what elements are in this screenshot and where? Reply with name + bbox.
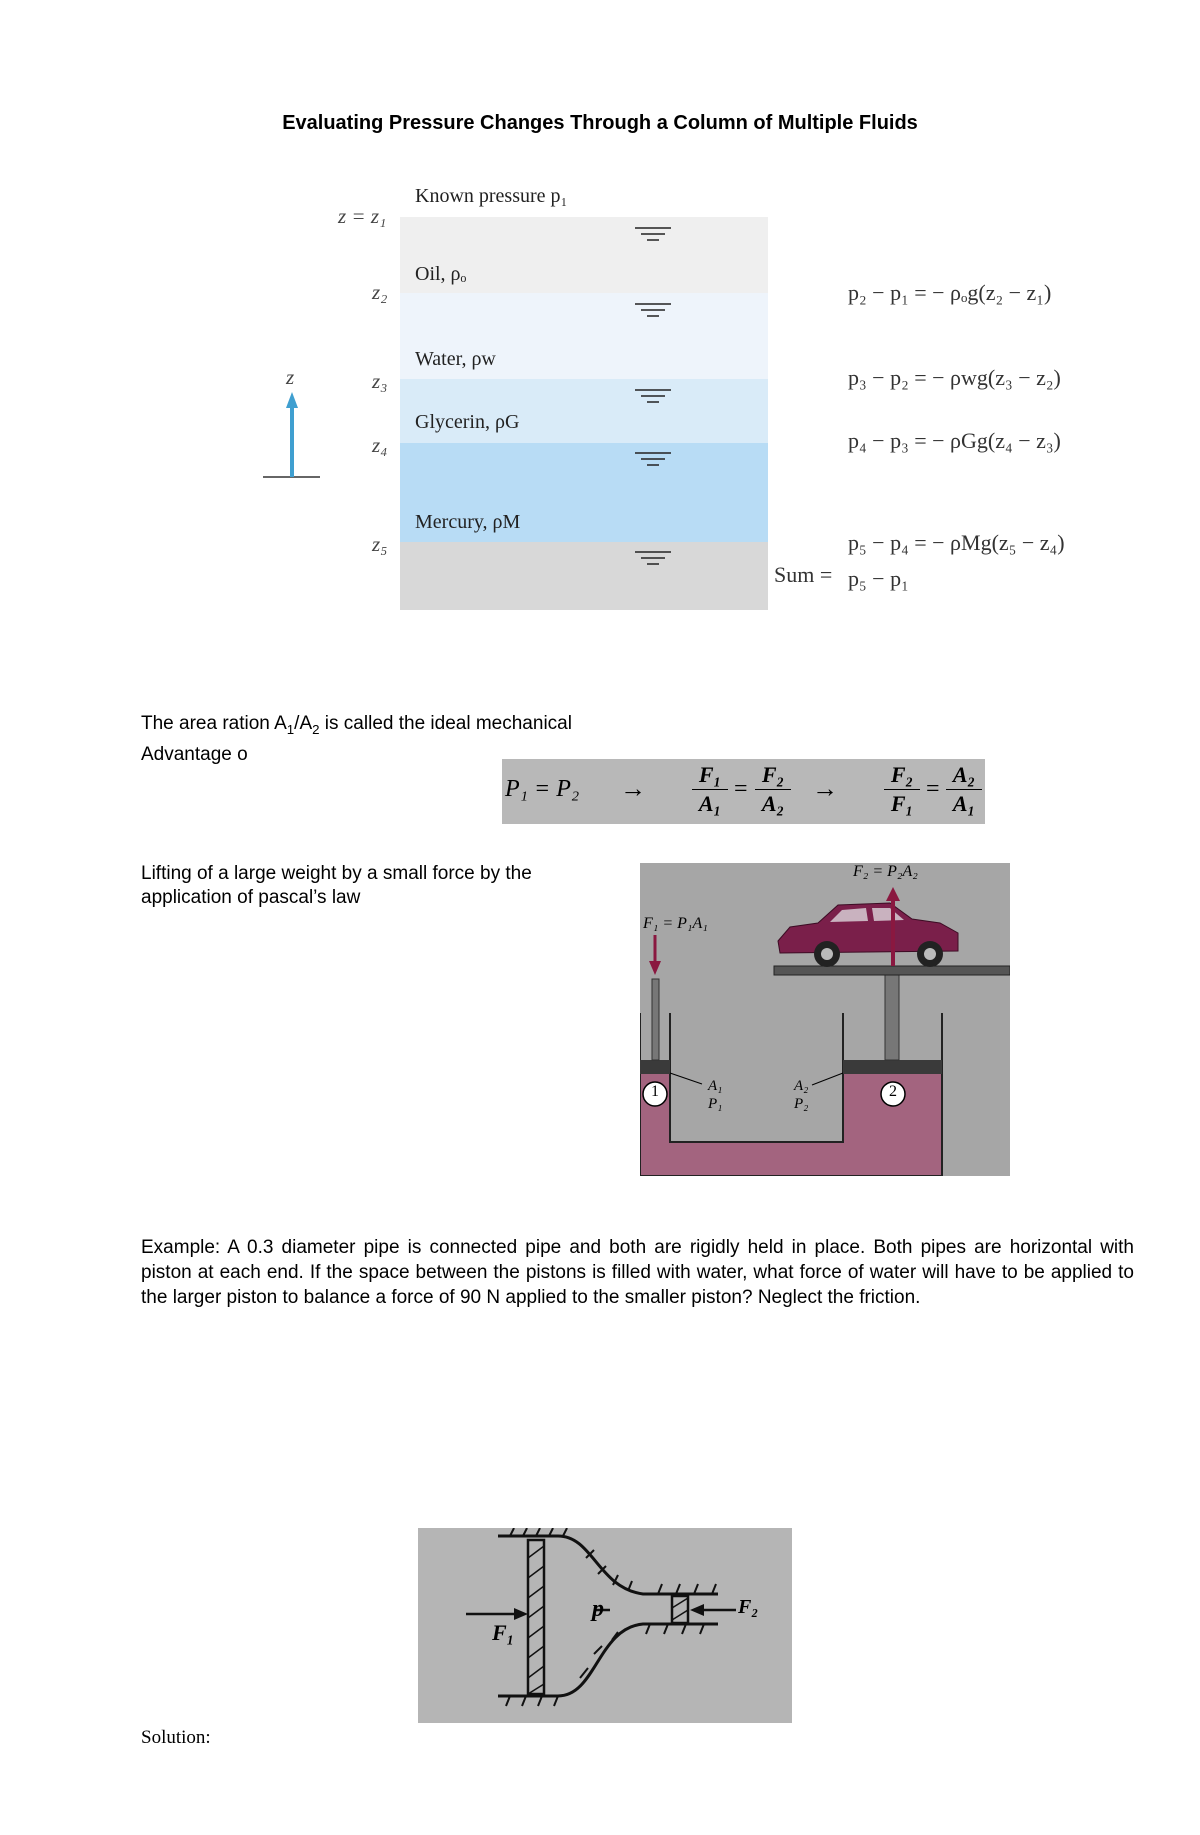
known-pressure-label: Known pressure p₁ bbox=[415, 185, 568, 207]
large-piston-rod bbox=[885, 973, 899, 1060]
equation-3: p₄ − p₃ = − ρGg(z₄ − z₃) bbox=[848, 428, 1061, 453]
formula-p1-p2: P₁ = P₂ bbox=[505, 776, 580, 802]
f1-arrowhead bbox=[649, 961, 661, 975]
pipe-piston-figure bbox=[418, 1528, 792, 1723]
z-axis-arrowhead bbox=[286, 392, 298, 408]
equation-4: p₅ − p₄ = − ρMg(z₅ − z₄) bbox=[848, 530, 1065, 555]
small-piston bbox=[640, 1060, 670, 1074]
z-axis-label: z bbox=[286, 365, 295, 389]
surface-symbol-3 bbox=[635, 390, 671, 402]
fluid-column-figure bbox=[0, 0, 1200, 640]
f2-arrowhead bbox=[690, 1604, 704, 1616]
formula-arrow-1: → bbox=[620, 774, 646, 803]
page-title: Evaluating Pressure Changes Through a Column of Multiple Fluids bbox=[282, 112, 918, 134]
formula-f2: F₂ bbox=[761, 762, 785, 787]
formula-f1: F₁ bbox=[698, 762, 722, 787]
f1-label: F₁ = P₁A₁ bbox=[643, 915, 708, 932]
formula-a2: A₂ bbox=[761, 791, 785, 816]
circle-1-label: 1 bbox=[651, 1083, 659, 1100]
f1-arrowhead bbox=[514, 1608, 528, 1620]
water-label: Water, ρw bbox=[415, 348, 496, 370]
a2-label: A₂ bbox=[794, 1078, 809, 1094]
z3-label: z₃ bbox=[372, 369, 388, 393]
lift-platform bbox=[774, 966, 1010, 975]
formula-a1: A₁ bbox=[698, 791, 722, 816]
p2-label: P₂ bbox=[794, 1096, 809, 1112]
small-piston-rod bbox=[652, 979, 659, 1060]
formula-f2b: F₂ bbox=[890, 762, 914, 787]
f2-label: F₂ = P₂A₂ bbox=[853, 863, 918, 880]
glycerin-label: Glycerin, ρG bbox=[415, 411, 520, 433]
sum-label: Sum = bbox=[774, 562, 833, 587]
area-ratio-line-2: Advantage o bbox=[141, 743, 248, 765]
area-ratio-part-3: is called the ideal mechanical bbox=[319, 713, 572, 734]
f1-label: F₁ bbox=[492, 1620, 515, 1645]
f2-label: F₂ bbox=[738, 1596, 759, 1618]
fraction-bar bbox=[692, 789, 728, 790]
pressure-label: p bbox=[592, 1596, 604, 1622]
formula-fraction-f2-a2 bbox=[755, 762, 791, 817]
z5-label: z₅ bbox=[372, 532, 388, 556]
surface-symbol-4 bbox=[635, 453, 671, 465]
fraction-bar bbox=[884, 789, 920, 790]
hydraulic-lift-drawing bbox=[640, 863, 1010, 1176]
z1-label: z = z₁ bbox=[338, 204, 387, 228]
solution-label: Solution: bbox=[141, 1727, 211, 1748]
formula-arrow-2: → bbox=[812, 774, 838, 803]
z2-label: z₂ bbox=[372, 280, 388, 304]
formula-fraction-f2-f1 bbox=[884, 762, 920, 817]
surface-symbol-5 bbox=[635, 552, 671, 564]
formula-a1b: A₁ bbox=[952, 791, 976, 816]
area-ratio-part-2: /A bbox=[294, 713, 313, 734]
circle-2-label: 2 bbox=[889, 1083, 897, 1100]
z4-label: z₄ bbox=[372, 433, 388, 457]
f2-arrowhead bbox=[886, 887, 900, 901]
equation-1: p₂ − p₁ = − ρₒg(z₂ − z₁) bbox=[848, 280, 1052, 305]
formula-fraction-f1-a1 bbox=[692, 762, 728, 817]
area-ratio-sub-1: 1 bbox=[286, 721, 295, 737]
mercury-label: Mercury, ρM bbox=[415, 511, 521, 533]
pipe-piston-drawing bbox=[418, 1528, 792, 1723]
large-piston bbox=[843, 1060, 942, 1074]
surface-symbol-1 bbox=[635, 228, 671, 240]
fraction-bar bbox=[755, 789, 791, 790]
hydraulic-fluid bbox=[640, 1060, 942, 1176]
formula-eq-2: = bbox=[926, 776, 940, 802]
equation-2: p₃ − p₂ = − ρwg(z₃ − z₂) bbox=[848, 365, 1061, 390]
lift-text: Lifting of a large weight by a small force by the application of pascal’s law bbox=[141, 863, 532, 908]
sum-value: p₅ − p₁ bbox=[848, 566, 909, 591]
formula-box bbox=[502, 759, 985, 824]
area-ratio-sub-2: 2 bbox=[312, 721, 320, 737]
car-drawing bbox=[778, 903, 958, 967]
oil-label: Oil, ρₒ bbox=[415, 263, 467, 285]
formula-f1b: F₁ bbox=[890, 791, 914, 816]
formula-fraction-a2-a1 bbox=[946, 762, 982, 817]
example-paragraph: Example: A 0.3 diameter pipe is connected pipe and both are rigidly held in place. Both pipes are horizontal with piston at each end. If the space between the pistons is filled with water, what force of water will have to be applied to the larger piston to balance a force of 90 N applied to the smaller piston? Neglect the friction. bbox=[141, 1237, 1134, 1308]
fraction-bar bbox=[946, 789, 982, 790]
p1-label: P₁ bbox=[708, 1096, 723, 1112]
surface-symbol-2 bbox=[635, 304, 671, 316]
a1-label: A₁ bbox=[708, 1078, 723, 1094]
formula-eq-1: = bbox=[734, 776, 748, 802]
hydraulic-lift-figure bbox=[640, 863, 1010, 1176]
formula-a2b: A₂ bbox=[952, 762, 976, 787]
area-ratio-part-1: The area ration A bbox=[141, 713, 287, 734]
